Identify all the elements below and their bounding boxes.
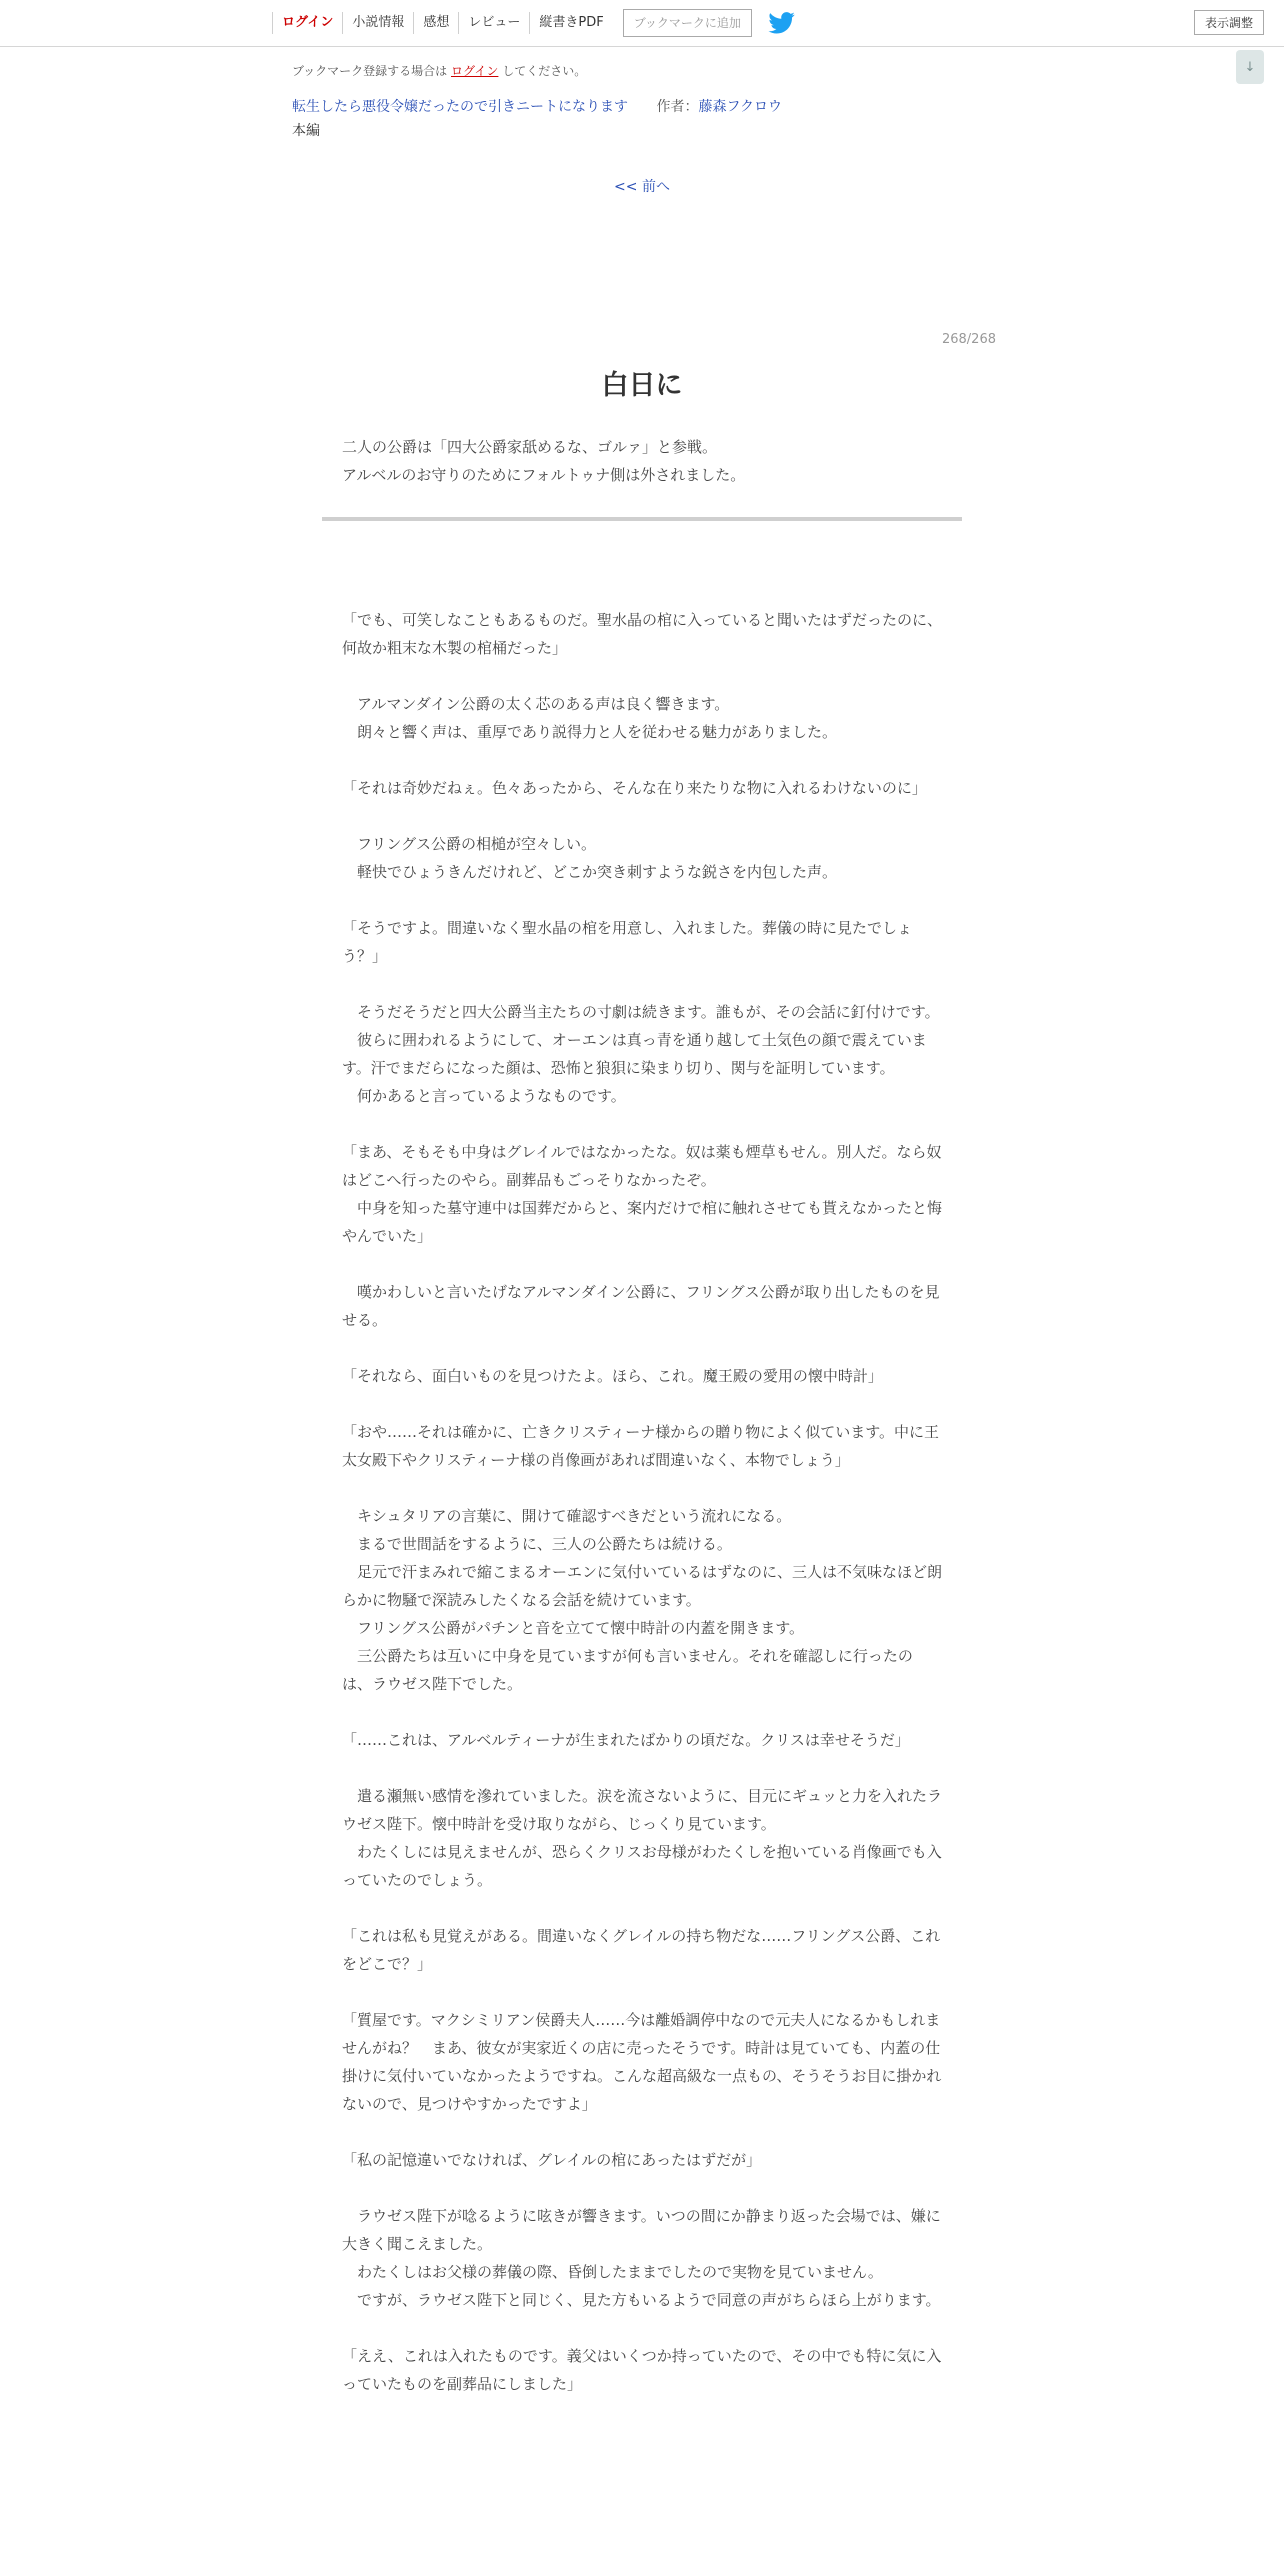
section-label: 本編 [292,123,320,139]
body-paragraph: アルマンダイン公爵の太く芯のある声は良く響きます。 [342,695,730,713]
nav-login-link[interactable]: ログイン [272,12,342,34]
body-paragraph: 三公爵たちは互いに中身を見ていますが何も言いません。それを確認しに行ったのは、ラウゼス陛下でした。 [342,1647,913,1693]
nav-links [272,8,796,38]
preface-line: 二人の公爵は「四大公爵家舐めるな、ゴルァ」と参戦。 [342,438,718,456]
body-paragraph [342,970,942,998]
body-paragraph: わたくしには見えませんが、恐らくクリスお母様がわたくしを抱いている肖像画でも入っていたのでしょう。 [342,1843,942,1889]
body-paragraph: 何かあると言っているようなものです。 [342,1087,626,1105]
novel-info-line [292,96,782,116]
body-paragraph: そうだそうだと四大公爵当主たちの寸劇は続きます。誰もが、その会話に釘付けです。 [342,1003,940,1021]
bookmark-note-text: ブックマーク登録する場合は [292,64,448,78]
novel-title-link[interactable]: 転生したら悪役令嬢だったので引きニートになります [292,99,628,115]
body-paragraph [342,1698,942,1726]
preface-line: アルベルのお守りのためにフォルトゥナ側は外されました。 [342,466,746,484]
pager-top [0,176,1284,196]
body-paragraph: 「でも、可笑しなこともあるものだ。聖水晶の棺に入っていると聞いたはずだったのに、何故か粗末な木製の棺桶だった」 [342,611,943,657]
body-paragraph: 遣る瀬無い感情を滲れていました。涙を流さないように、目元にギュッと力を入れたラウゼス陛下。懐中時計を受け取りながら、じっくり見ています。 [342,1787,943,1833]
nav-novel-info-link[interactable]: 小説情報 [342,12,413,34]
nav-vertical-pdf-link[interactable]: 縦書きPDF [529,12,612,34]
body-paragraph [342,662,942,690]
preface-divider [322,517,962,521]
body-paragraph: 「おや……それは確かに、亡きクリスティーナ様からの贈り物によく似ています。中に王太女殿下やクリスティーナ様の肖像画があれば間違いなく、本物でしょう」 [342,1423,940,1469]
body-paragraph [342,1754,942,1782]
body-paragraph [342,2118,942,2146]
author-label: 作者： [656,99,699,115]
body-paragraph: 朗々と響く声は、重厚であり説得力と人を従わせる魅力がありました。 [342,723,838,741]
body-paragraph: 「それなら、面白いものを見つけたよ。ほら、これ。魔王殿の愛用の懐中時計」 [342,1367,883,1385]
body-paragraph: ですが、ラウゼス陛下と同じく、見た方もいるようで同意の声がちらほら上がります。 [342,2291,941,2309]
body-paragraph: 軽快でひょうきんだけれど、どこか突き刺すような鋭さを内包した声。 [342,863,838,881]
nav-impressions-link[interactable]: 感想 [413,12,458,34]
chapter-body [342,606,942,2398]
prev-page-link[interactable]: << 前へ [614,179,670,195]
bookmark-login-link[interactable]: ログイン [451,64,499,78]
nav-review-link[interactable]: レビュー [458,12,529,34]
body-paragraph: 「まあ、そもそも中身はグレイルではなかったな。奴は薬も煙草もせん。別人だ。なら奴はどこへ行ったのやら。副葬品もごっそりなかったぞ。 [342,1143,942,1189]
body-paragraph [342,1474,942,1502]
body-paragraph: 「そうですよ。間違いなく聖水晶の棺を用意し、入れました。葬儀の時に見たでしょう？」 [342,919,913,965]
add-bookmark-button[interactable]: ブックマークに追加 [623,9,752,37]
chapter-title: 白日に [601,370,683,401]
body-paragraph [342,2174,942,2202]
body-paragraph: 足元で汗まみれで縮こまるオーエンに気付いているはずなのに、三人は不気味なほど朗らかに物騒で深読みしたくなる会話を続けています。 [342,1563,943,1609]
display-settings-button[interactable]: 表示調整 [1194,10,1264,35]
body-paragraph [342,1390,942,1418]
bookmark-note-text-end: してください。 [502,64,587,78]
scroll-down-button[interactable] [1236,50,1264,84]
body-paragraph: 嘆かわしいと言いたげなアルマンダイン公爵に、フリングス公爵が取り出したものを見せる。 [342,1283,940,1329]
body-paragraph: 「これは私も見覚えがある。間違いなくグレイルの持ち物だな……フリングス公爵、これをどこで？」 [342,1927,941,1973]
body-paragraph [342,802,942,830]
body-paragraph: フリングス公爵がパチンと音を立てて懐中時計の内蓋を開きます。 [342,1619,805,1637]
body-paragraph [342,2314,942,2342]
body-paragraph: 「質屋です。マクシミリアン侯爵夫人……今は離婚調停中なので元夫人になるかもしれませんがね？ まあ、彼女が実家近くの店に売ったそうです。時計は見ていても、内蓋の仕掛けに気付いていなかったようですね。こんな超高級な一点もの、そうそうお目に掛かれないので、見つけやすかったですよ」 [342,2011,942,2113]
body-paragraph [342,1250,942,1278]
page-counter: 268/268 [941,332,996,347]
body-paragraph: わたくしはお父様の葬儀の際、昏倒したままでしたので実物を見ていません。 [342,2263,883,2281]
body-paragraph: 彼らに囲われるようにして、オーエンは真っ青を通り越して土気色の顔で震えています。汗でまだらになった顔は、恐怖と狼狽に染まり切り、関与を証明しています。 [342,1031,927,1077]
body-paragraph: ラウゼス陛下が唸るように呟きが響きます。いつの間にか静まり返った会場では、嫌に大きく聞こえました。 [342,2207,941,2253]
body-paragraph [342,1334,942,1362]
chapter-preface [342,433,942,489]
body-paragraph: 「……これは、アルベルティーナが生まれたばかりの頃だな。クリスは幸せそうだ」 [342,1731,910,1749]
arrow-down-icon: ↓ [1244,59,1256,75]
body-paragraph: 「私の記憶違いでなければ、グレイルの棺にあったはずだが」 [342,2151,762,2169]
body-paragraph: フリングス公爵の相槌が空々しい。 [342,835,596,853]
body-paragraph: 「ええ、これは入れたものです。義父はいくつか持っていたので、その中でも特に気に入っていたものを副葬品にしました」 [342,2347,942,2393]
author-link[interactable]: 藤森フクロウ [698,99,783,115]
body-paragraph: 「それは奇妙だねぇ。色々あったから、そんな在り来たりな物に入れるわけないのに」 [342,779,927,797]
body-paragraph [342,746,942,774]
bookmark-login-note [292,62,586,79]
body-paragraph: まるで世間話をするように、三人の公爵たちは続ける。 [342,1535,732,1553]
top-nav [0,0,1284,47]
body-paragraph: キシュタリアの言葉に、開けて確認すべきだという流れになる。 [342,1507,792,1525]
body-paragraph [342,886,942,914]
body-paragraph: 中身を知った墓守連中は国葬だからと、案内だけで棺に触れさせても貰えなかったと悔やんでいた」 [342,1199,943,1245]
body-paragraph [342,1110,942,1138]
body-paragraph [342,1978,942,2006]
body-paragraph [342,1894,942,1922]
twitter-icon[interactable] [768,12,796,34]
